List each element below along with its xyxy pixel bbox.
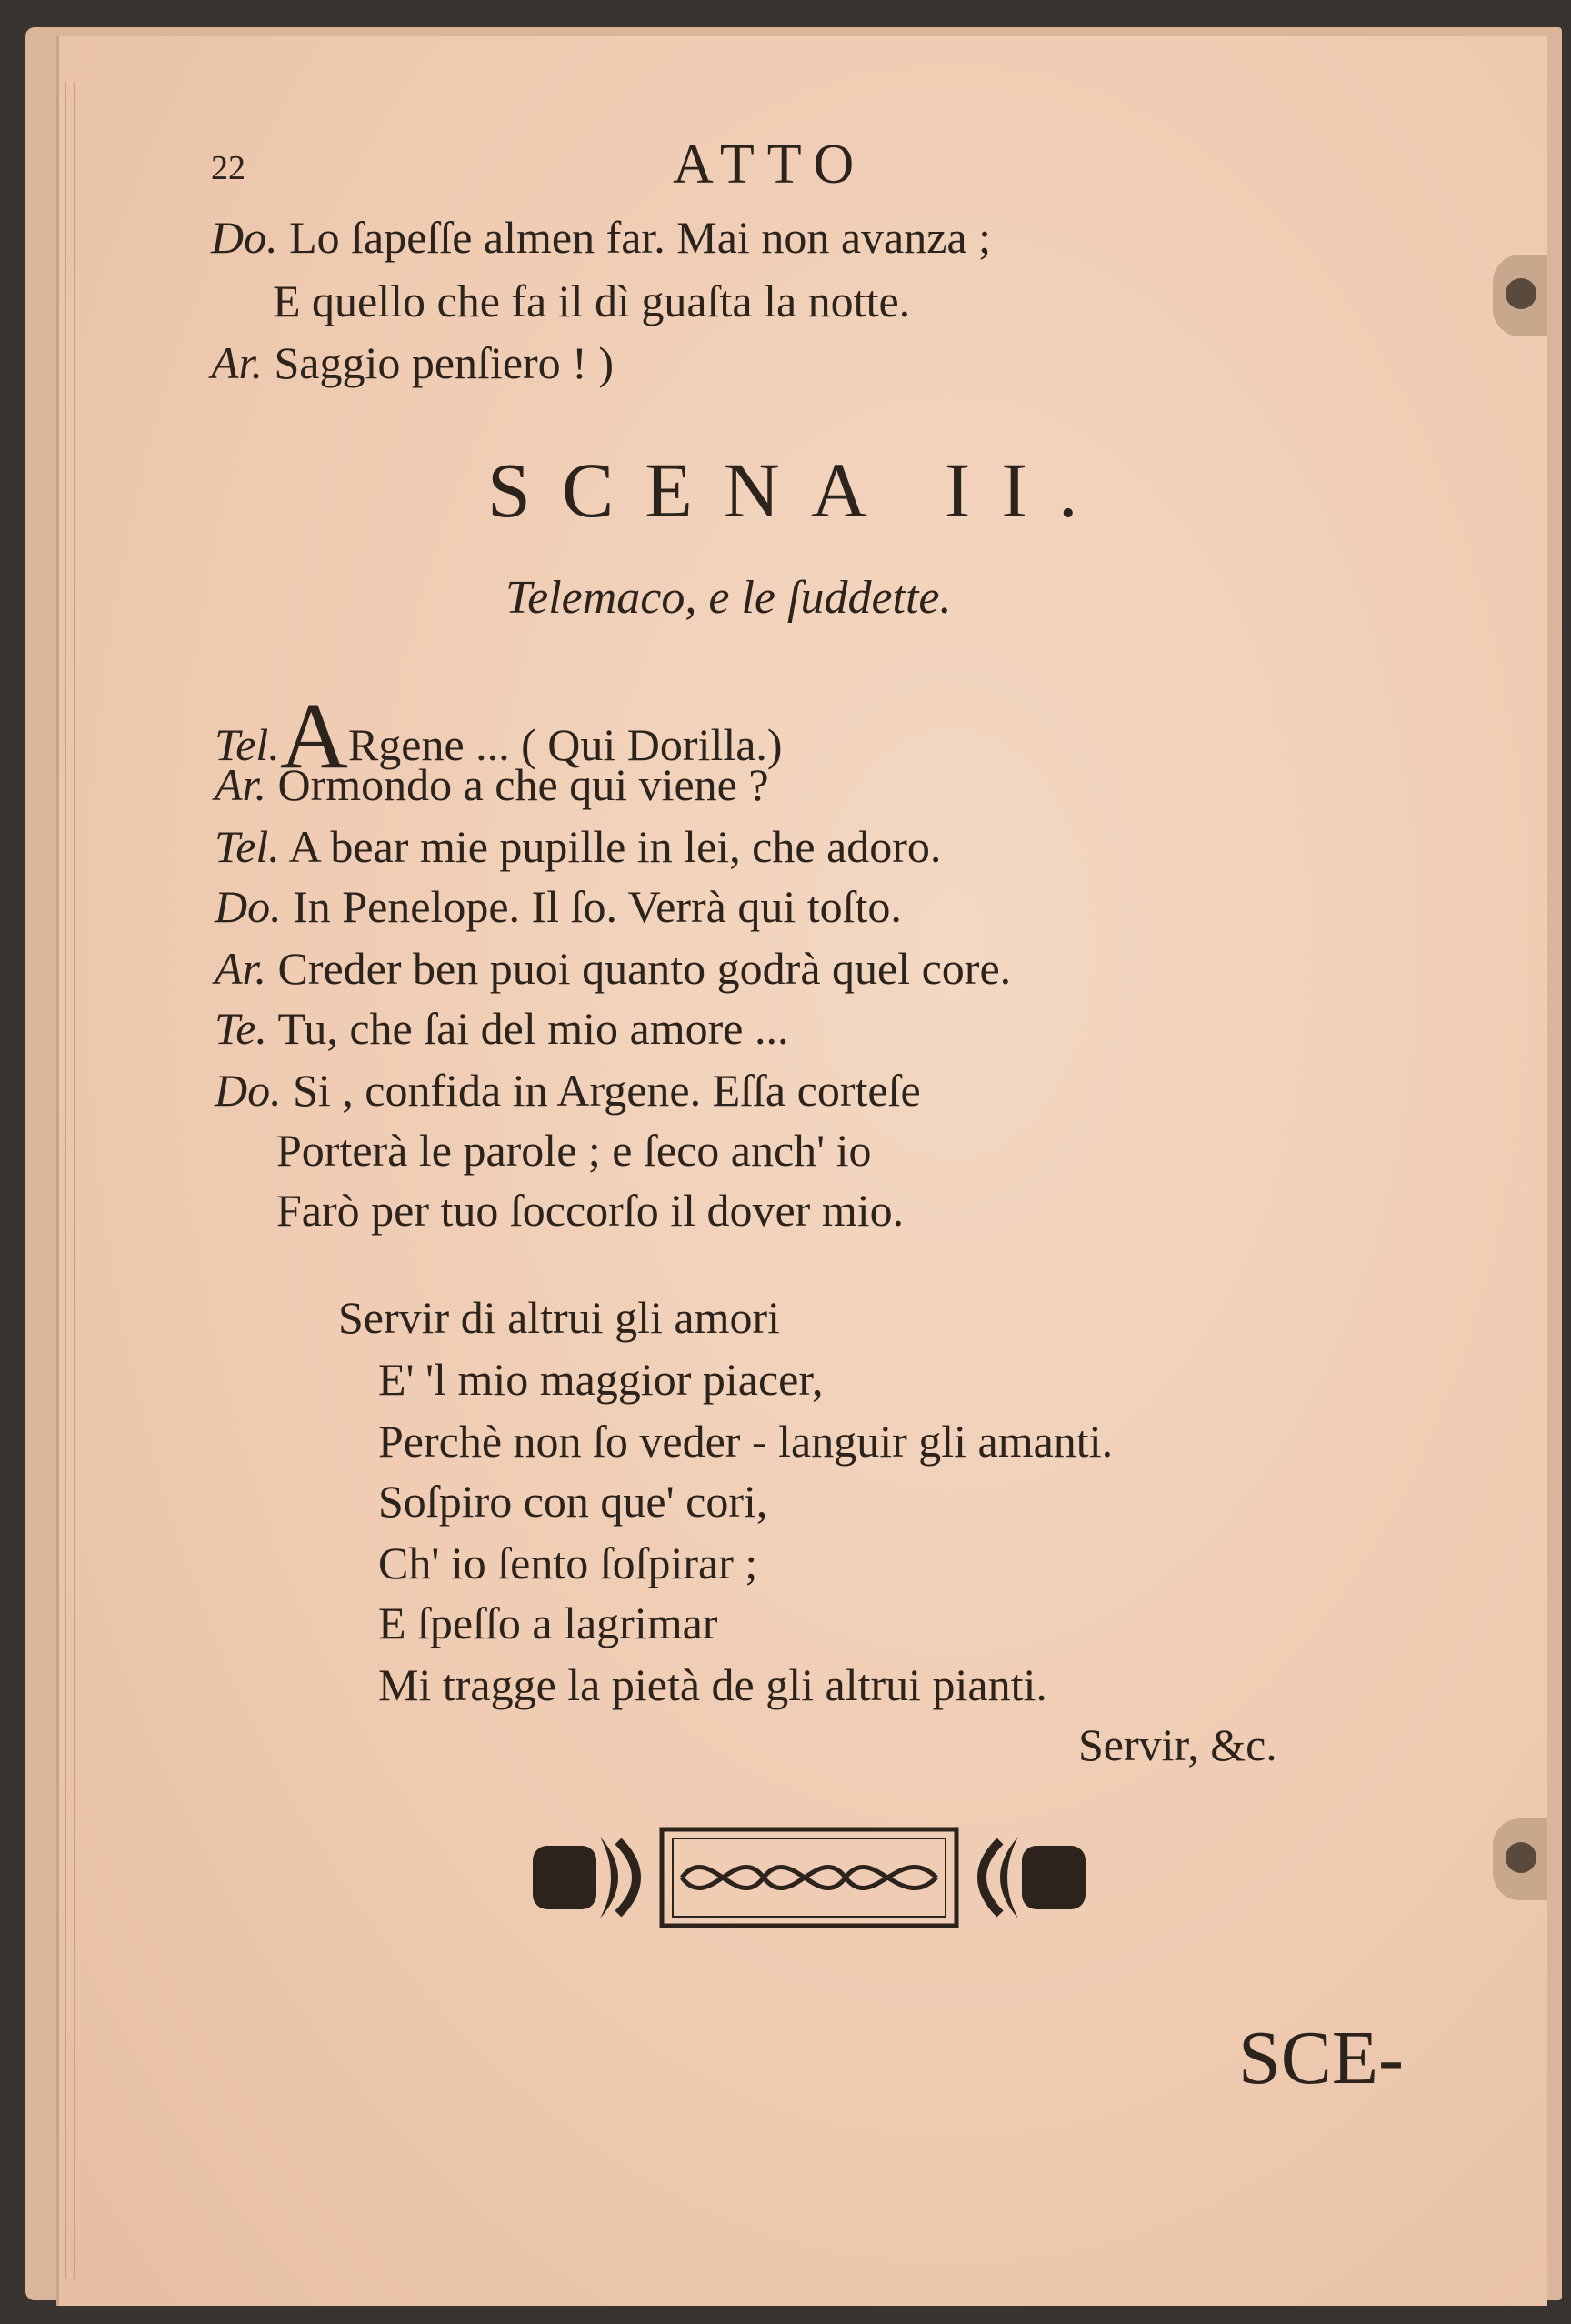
speaker-label: Te. xyxy=(215,1003,267,1054)
printers-ornament-icon xyxy=(527,1809,1091,1946)
speaker-label: Do. xyxy=(215,881,282,932)
drop-cap: A xyxy=(279,684,348,788)
aria-line: Servir di altrui gli amori xyxy=(338,1292,781,1343)
binding-tab xyxy=(1493,1818,1547,1900)
catchword: SCE- xyxy=(1238,2016,1405,2100)
verse-text: Saggio penſiero ! ) xyxy=(274,337,614,388)
aria-line: Ch' io ſento ſoſpirar ; xyxy=(378,1538,758,1588)
verse-line xyxy=(215,1003,789,1054)
verse-line xyxy=(211,337,614,388)
verse-text: E quello che fa il dì guaſta la notte. xyxy=(273,275,911,326)
speaker-label: Tel. xyxy=(215,719,280,770)
verse-text: Tu, che ſai del mio amore ... xyxy=(277,1003,789,1054)
verse-line xyxy=(211,212,992,263)
verse-text: Rgene ... ( Qui Dorilla.) xyxy=(347,719,783,770)
verse-text: In Penelope. Il ſo. Verrà qui toſto. xyxy=(293,881,902,932)
running-title: ATTO xyxy=(673,134,867,195)
binding-tab xyxy=(1493,255,1547,336)
page-edge xyxy=(65,82,66,2279)
speaker-label: Ar. xyxy=(211,337,263,388)
verse-line xyxy=(215,943,1012,994)
aria-line: Soſpiro con que' cori, xyxy=(378,1476,768,1527)
verse-text: Farò per tuo ſoccorſo il dover mio. xyxy=(276,1185,905,1236)
verse-line xyxy=(215,759,769,810)
page-edge xyxy=(74,82,75,2279)
verse-line xyxy=(276,1185,905,1236)
aria-refrain: Servir, &c. xyxy=(1078,1719,1277,1770)
speaker-label: Ar. xyxy=(215,759,266,810)
aria-line: Perchè non ſo veder - languir gli amanti. xyxy=(378,1416,1114,1467)
verse-text: Lo ſapeſſe almen far. Mai non avanza ; xyxy=(289,212,992,263)
page-number: 22 xyxy=(211,149,245,187)
aria-line: Mi tragge la pietà de gli altrui pianti. xyxy=(378,1659,1047,1710)
verse-line xyxy=(276,1125,872,1176)
verse-text: A bear mie pupille in lei, che adoro. xyxy=(288,821,942,872)
verse-text: Ormondo a che qui viene ? xyxy=(277,759,769,810)
verse-text: Porterà le parole ; e ſeco anch' io xyxy=(276,1125,872,1176)
verse-text: Creder ben puoi quanto godrà quel core. xyxy=(277,943,1012,994)
speaker-label: Do. xyxy=(215,1065,282,1116)
verse-text: Si , confida in Argene. Eſſa corteſe xyxy=(293,1065,921,1116)
aria-line: E' 'l mio maggior piacer, xyxy=(378,1354,824,1405)
speaker-label: Do. xyxy=(211,212,278,263)
verse-line xyxy=(215,1065,921,1116)
speaker-label: Tel. xyxy=(215,821,280,872)
verse-line xyxy=(273,275,911,326)
speaker-label: Ar. xyxy=(215,943,266,994)
verse-line xyxy=(215,881,902,932)
scene-subtitle: Telemaco, e le ſuddette. xyxy=(505,572,952,624)
verse-line xyxy=(215,821,942,872)
scene-title: SCENA II. xyxy=(487,446,1109,534)
aria-line: E ſpeſſo a lagrimar xyxy=(378,1598,718,1648)
